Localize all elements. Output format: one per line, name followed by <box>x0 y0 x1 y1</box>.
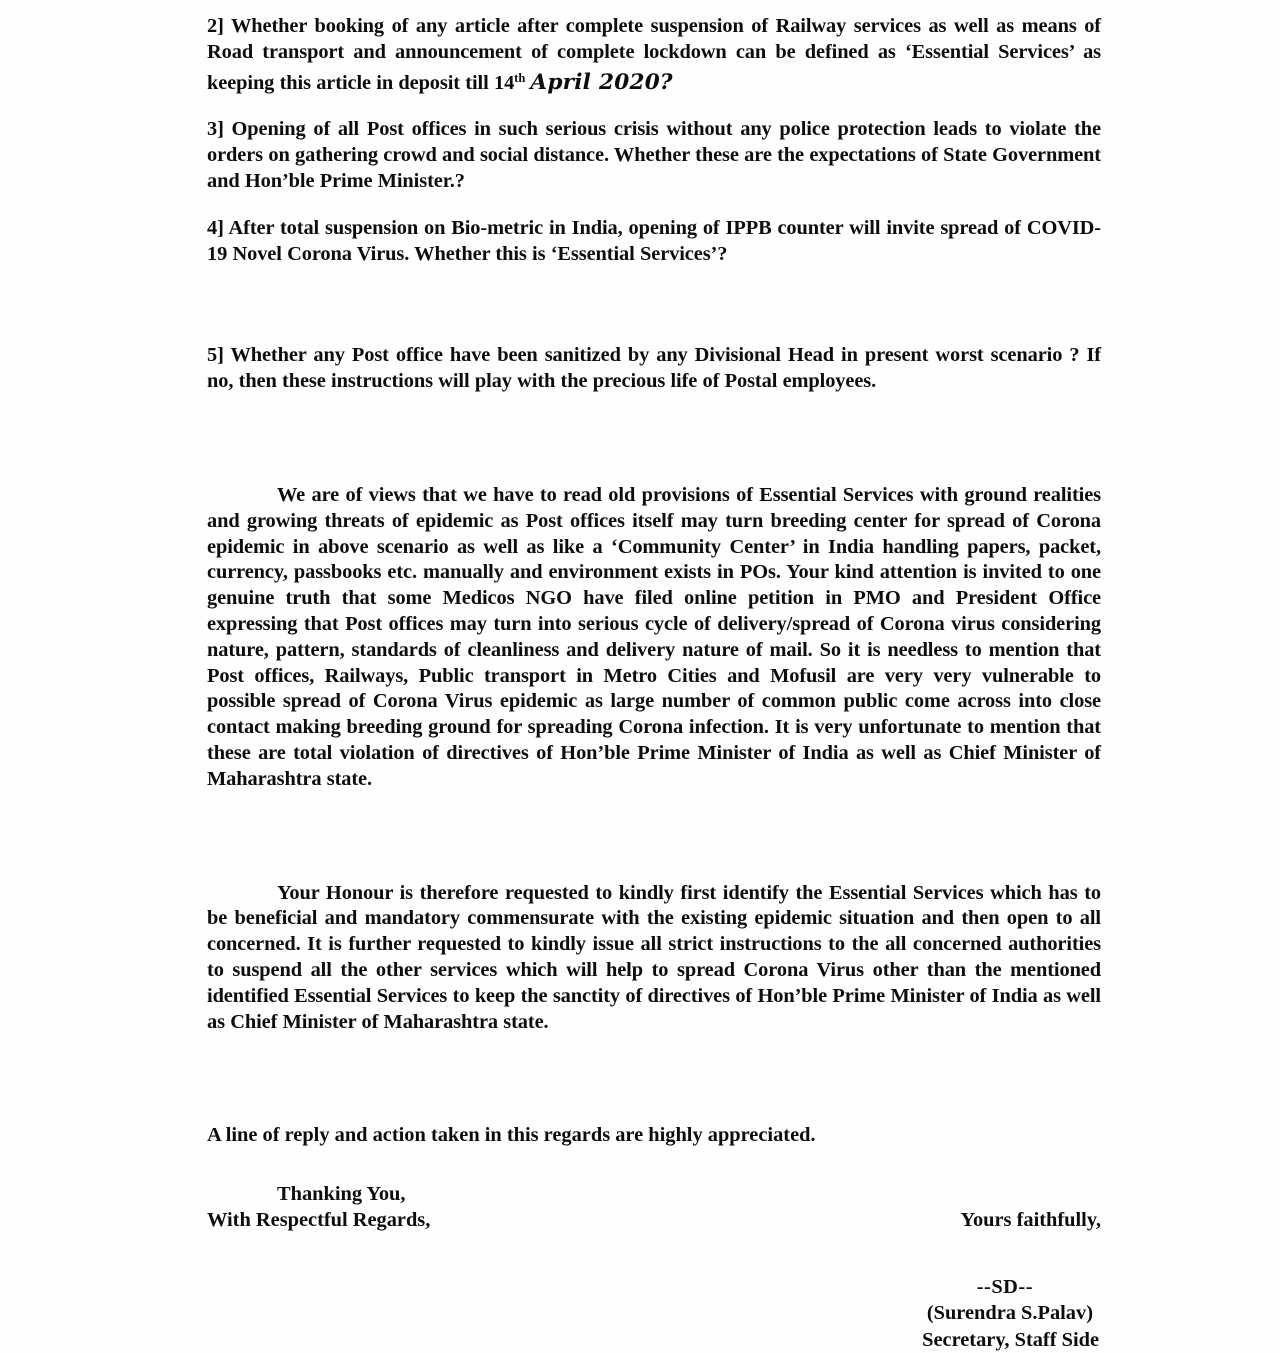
spacer <box>207 1149 1101 1182</box>
yours-faithfully-line: Yours faithfully, <box>960 1208 1101 1231</box>
signatory-designation: Secretary, Staff Side <box>922 1328 1099 1351</box>
paragraph-point-4: 4] After total suspension on Bio-metric in India, opening of IPPB counter will invite spread of COVID-19 Novel Corona Virus. Whether this is ‘Essential Services’? <box>207 216 1101 265</box>
reply-request-line: A line of reply and action taken in this regards are highly appreciated. <box>207 1124 816 1147</box>
closing-block <box>207 1182 1101 1234</box>
regards-row <box>207 1208 1101 1234</box>
spacer <box>207 96 1101 117</box>
point-2-text-before-ordinal: 2] Whether booking of any article after complete suspension of Railway services as well as means of Road transport and announcement of complete lockdown can be defined as ‘Essential Services’ as keeping this article in deposit till 14 <box>207 15 1101 94</box>
spacer <box>207 195 1101 216</box>
spacer <box>207 267 1101 343</box>
paragraph-point-3: 3] Opening of all Post offices in such serious crisis without any police protection leads to violate the orders on gathering crowd and social distance. Whether these are the expectations of State Government and Hon’ble Prime Minister.? <box>207 118 1101 192</box>
signature-block <box>207 1274 1101 1353</box>
paragraph-body-2: Your Honour is therefore requested to kindly first identify the Essential Services which has to be beneficial and mandatory commensurate with the existing epidemic situation and then open to all concerned. It is further requested to kindly issue all strict instructions to the all concerned authorities to suspend all the other services which will help to spread Corona Virus other than the mentioned identified Essential Services to keep the sanctity of directives of Hon’ble Prime Minister of India as well as Chief Minister of Maharashtra state. <box>207 881 1101 1033</box>
paragraph-point-2 <box>207 14 1101 96</box>
paragraph-point-5: 5] Whether any Post office have been sanitized by any Divisional Head in present worst scenario ? If no, then these instructions will play with the precious life of Postal employees. <box>207 344 1101 393</box>
respectful-regards-line: With Respectful Regards, <box>207 1208 431 1231</box>
signature-sd-mark: --SD-- <box>976 1275 1033 1298</box>
paragraph-body-1: We are of views that we have to read old provisions of Essential Services with ground realities and growing threats of epidemic as Post offices itself may turn breeding center for spread of Corona epidemic in above scenario as well as like a ‘Community Center’ in India handling papers, packet, currency, passbooks etc. manually and environment exists in POs. Your kind attention is invited to one genuine truth that some Medicos NGO have filed online petition in PMO and President Office expressing that Post offices may turn into serious cycle of delivery/spread of Corona virus considering nature, pattern, standards of cleanliness and delivery nature of mail. So it is needless to mention that Post offices, Railways, Public transport in Metro Cities and Mofusil are very very vulnerable to possible spread of Corona Virus epidemic as large number of common public come across into close contact making breeding ground for spreading Corona infection. It is very unfortunate to mention that these are total violation of directives of Hon’ble Prime Minister of India as well as Chief Minister of Maharashtra state. <box>207 483 1101 790</box>
point-2-date-emphasis: April 2020? <box>530 69 673 95</box>
thanking-line: Thanking You, <box>277 1183 406 1206</box>
signatory-name: (Surendra S.Palav) <box>926 1302 1093 1325</box>
spacer <box>207 1035 1101 1123</box>
point-2-ordinal-superscript: th <box>514 70 526 85</box>
letter-body <box>207 14 1101 1353</box>
spacer <box>207 793 1101 881</box>
spacer <box>207 395 1101 483</box>
